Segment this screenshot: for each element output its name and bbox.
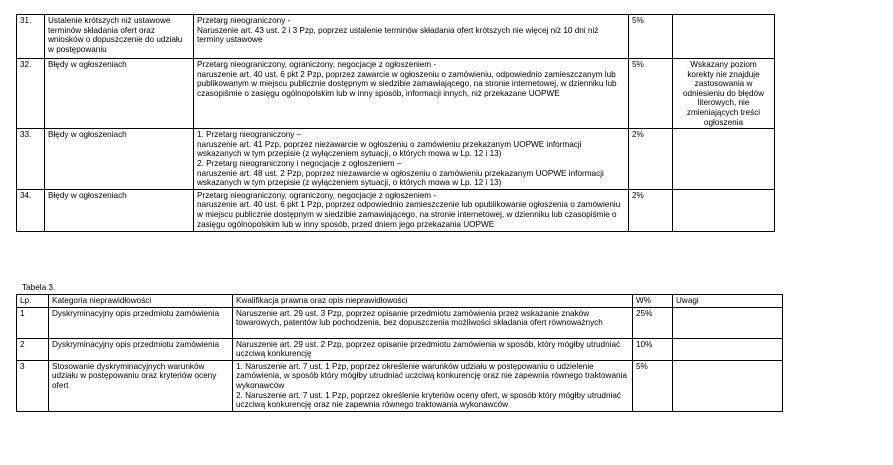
correction-weight: 25%	[633, 307, 673, 338]
header-remarks: Uwagi	[673, 295, 783, 308]
remarks	[673, 15, 775, 59]
table-row	[17, 15, 775, 59]
header-no: Lp.	[17, 295, 49, 308]
legal-description: Przetarg nieograniczony, ograniczony, negocjacje z ogłoszeniem - naruszenie art. 40 ust. 6 pkt 2 Pzp, poprzez zawarcie w ogłoszeniu o zamówieniu, odpowiednio zamieszczanym lub publikowanym w miejscu publicznie dostępnym w siedzibie zamawiającego, na stronie internetowej, w dzienniku lub czasopiśmie o zasięgu ogólnopolskim lub w inny sposób, informacji innych, niż przekazane UOPWE	[194, 59, 629, 129]
correction-weight: 2%	[629, 129, 673, 190]
correction-weight: 5%	[629, 59, 673, 129]
irregularity-category: Błędy w ogłoszeniach	[45, 189, 194, 231]
table-3	[16, 294, 783, 412]
legal-description: Naruszenie art. 29 ust. 3 Pzp, poprzez opisanie przedmiotu zamówienia przez wskazanie znaków towarowych, patentów lub pochodzenia, bez dopuszczenia możliwości składania ofert równoważnych	[233, 307, 633, 338]
table-caption: Tabela 3.	[22, 283, 56, 292]
table-row	[17, 338, 783, 360]
row-number: 32.	[17, 59, 45, 129]
correction-weight: 10%	[633, 338, 673, 360]
irregularity-category: Błędy w ogłoszeniach	[45, 59, 194, 129]
legal-description: 1. Przetarg nieograniczony – naruszenie art. 41 Pzp, poprzez niezawarcie w ogłoszeniu o zamówieniu przekazanym UOPWE informacji wskazanych w tym przepisie (z wyłączeniem sytuacji, o których mowa w Lp. 12 i 13) 2. Przetarg nieograniczony i negocjacje z ogłoszeniem – naruszenie art. 48 ust. 2 Pzp, poprzez niezawarcie w ogłoszeniu o zamówieniu przekazanym UOPWE informacji wskazanych w tym przepisie (z wyłączeniem sytuacji, o których mowa w Lp. 12 i 13)	[194, 129, 629, 190]
correction-weight: 2%	[629, 189, 673, 231]
header-weight: W%	[633, 295, 673, 308]
table-header-row	[17, 295, 783, 308]
row-number: 2	[17, 338, 49, 360]
irregularity-category: Stosowanie dyskryminacyjnych warunków udziału w postępowaniu oraz kryteriów oceny ofert	[49, 360, 233, 411]
table-row	[17, 307, 783, 338]
remarks	[673, 307, 783, 338]
row-number: 3	[17, 360, 49, 411]
table-row	[17, 189, 775, 231]
irregularity-category: Dyskryminacyjny opis przedmiotu zamówienia	[49, 307, 233, 338]
row-number: 1	[17, 307, 49, 338]
row-number: 34.	[17, 189, 45, 231]
remarks: Wskazany poziom korekty nie znajduje zastosowania w odniesieniu do błędów literowych, nie zmieniających treści ogłoszenia	[673, 59, 775, 129]
irregularity-category: Błędy w ogłoszeniach	[45, 129, 194, 190]
remarks	[673, 189, 775, 231]
table-row	[17, 360, 783, 411]
irregularity-category: Ustalenie krótszych niż ustawowe terminów składania ofert oraz wniosków o dopuszczenie do udziału w postępowaniu	[45, 15, 194, 59]
legal-description: Naruszenie art. 29 ust. 2 Pzp, poprzez opisanie przedmiotu zamówienia w sposób, który mógłby utrudniać uczciwą konkurencję	[233, 338, 633, 360]
remarks	[673, 129, 775, 190]
corrections-table-continued	[16, 14, 775, 232]
irregularity-category: Dyskryminacyjny opis przedmiotu zamówienia	[49, 338, 233, 360]
legal-description: Przetarg nieograniczony - Naruszenie art. 43 ust. 2 i 3 Pzp, poprzez ustalenie terminów składania ofert krótszych nie więcej niż 10 dni niż terminy ustawowe	[194, 15, 629, 59]
correction-weight: 5%	[633, 360, 673, 411]
legal-description: 1. Naruszenie art. 7 ust. 1 Pzp, poprzez określenie warunków udziału w postępowaniu o udzielenie zamówienia, w sposób który mógłby utrudniać uczciwą konkurencję oraz nie zapewnia równego traktowania wykonawców 2. Naruszenie art. 7 ust. 1 Pzp, poprzez określenie kryteriów oceny ofert, w sposób który mógłby utrudniać uczciwą konkurencję oraz nie zapewnia równego traktowania wykonawców	[233, 360, 633, 411]
row-number: 33.	[17, 129, 45, 190]
header-description: Kwalifikacja prawna oraz opis nieprawidłowości	[233, 295, 633, 308]
legal-description: Przetarg nieograniczony, ograniczony, negocjacje z ogłoszeniem - naruszenie art. 40 ust. 6 pkt 1 Pzp, poprzez odpowiednio zamieszczenie lub opublikowanie ogłoszenia o zamówieniu w miejscu publicznie dostępnym w siedzibie zamawiającego, na stronie internetowej, w dzienniku lub czasopiśmie o zasięgu ogólnopolskim lub w inny sposób, przed dniem jego przekazania UOPWE	[194, 189, 629, 231]
header-category: Kategoria nieprawidłowości	[49, 295, 233, 308]
remarks	[673, 360, 783, 411]
remarks	[673, 338, 783, 360]
correction-weight: 5%	[629, 15, 673, 59]
table-row	[17, 129, 775, 190]
row-number: 31.	[17, 15, 45, 59]
table-row	[17, 59, 775, 129]
